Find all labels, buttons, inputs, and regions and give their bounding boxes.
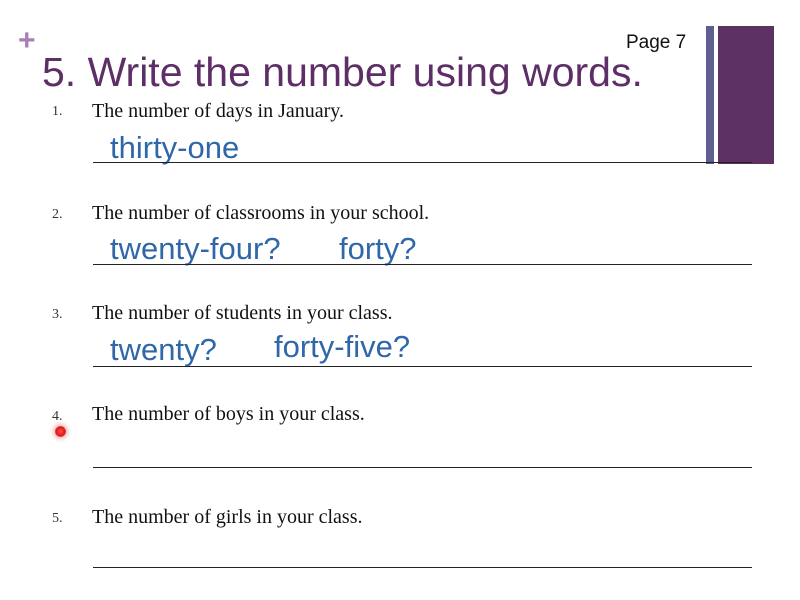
answer-line[interactable] [93,264,752,265]
slide-title: 5. Write the number using words. [42,49,643,95]
handwritten-answer: forty-five? [274,329,411,364]
item-prompt: The number of classrooms in your school. [92,202,430,224]
plus-icon: + [18,24,36,57]
page-number: Page 7 [626,32,687,53]
item-number: 3. [52,307,63,322]
handwritten-answer: thirty-one [110,130,240,165]
laser-pointer-icon [55,426,66,437]
answer-line[interactable] [93,567,752,568]
handwritten-answer: twenty? [110,332,217,367]
handwritten-answer: forty? [339,231,417,266]
item-number: 5. [52,511,63,526]
answer-line[interactable] [93,366,752,367]
item-prompt: The number of girls in your class. [92,506,363,528]
answer-line[interactable] [93,467,752,468]
accent-bar-thick [718,26,774,164]
handwritten-answer: twenty-four? [110,231,281,266]
accent-bar-thin [706,26,714,164]
answer-line[interactable] [93,162,752,163]
item-prompt: The number of students in your class. [92,302,393,324]
item-number: 2. [52,207,63,222]
item-prompt: The number of boys in your class. [92,403,365,425]
item-number: 4. [52,409,63,424]
item-prompt: The number of days in January. [92,100,344,122]
item-number: 1. [52,104,63,119]
